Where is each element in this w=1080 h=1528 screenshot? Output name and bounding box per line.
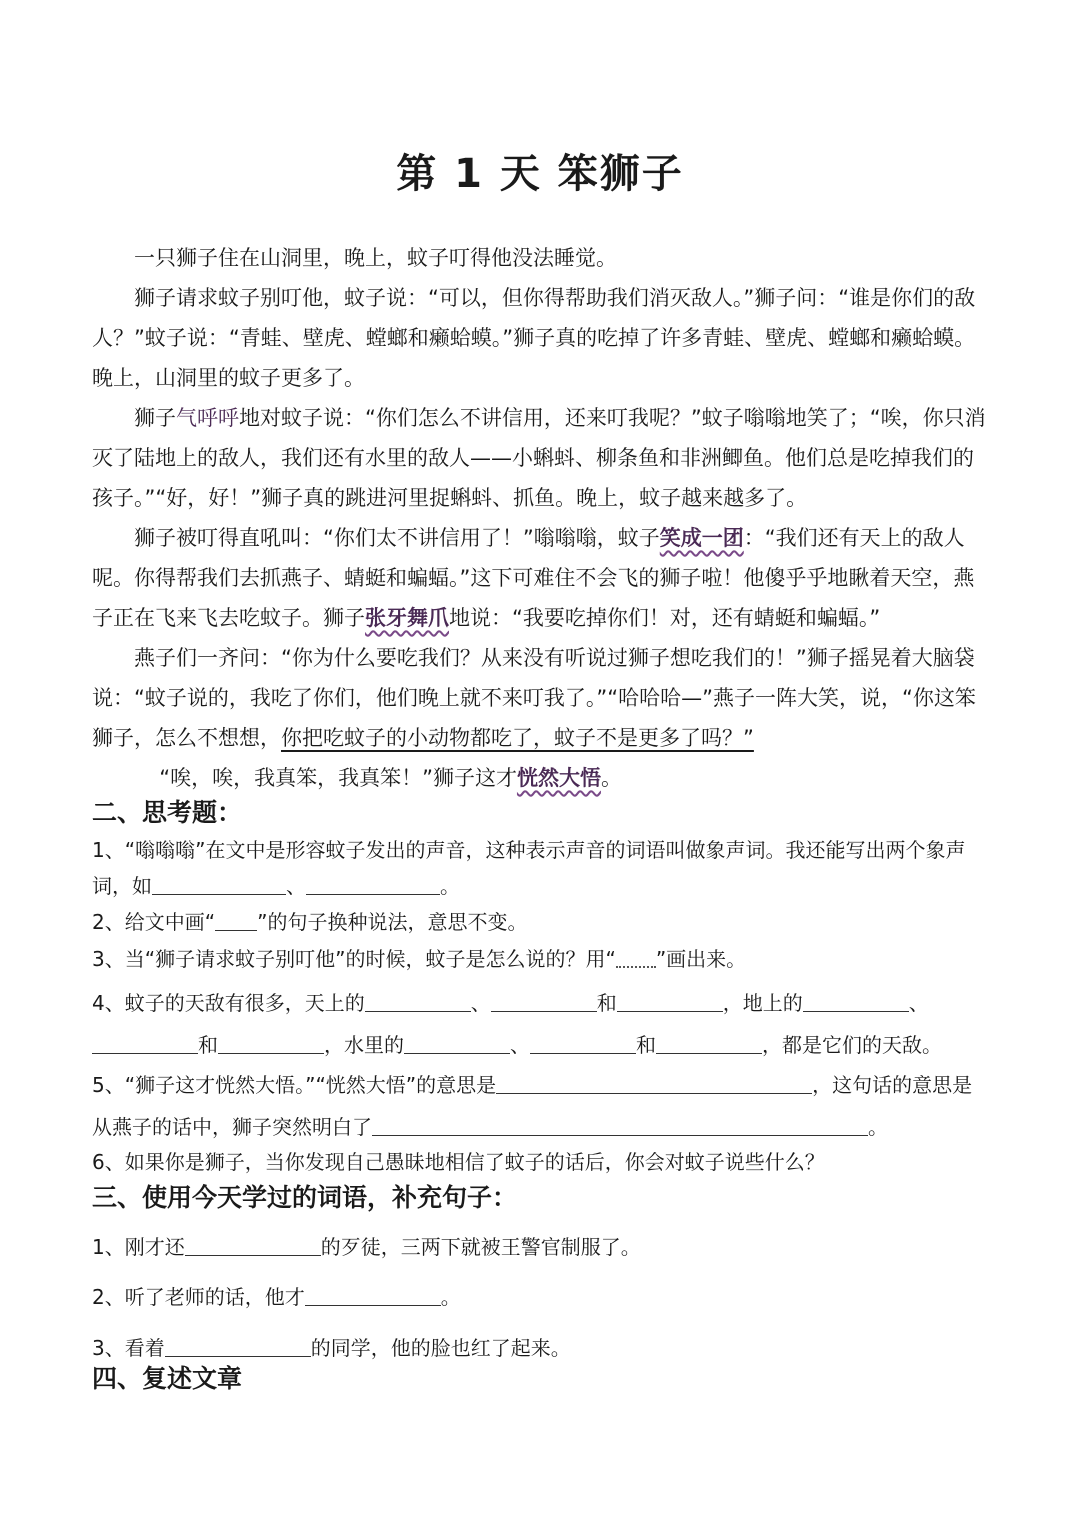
- story-paragraph-1: 一只狮子住在山洞里，晚上，蚊子叮得他没法睡觉。: [134, 246, 617, 270]
- question-text: 和: [596, 991, 617, 1015]
- question-text: 、: [908, 991, 929, 1015]
- text-run: 燕子们一齐问：“你为什么要吃我们？从来没有听说过狮子想吃我们的！”狮子摇晃着大脑袋说：“蚊子说的，我吃了你们，他们晚上就不来叮我了。”“哈哈哈—”燕子一阵大笑，说，“你这笨狮子，怎么不想想，: [92, 646, 976, 750]
- story-paragraph-5: [92, 638, 990, 758]
- text-run: ：“我们还有天上的敌人呢。你得帮我们去抓燕子、蜻蜓和蝙蝠。”这下可难住不会飞的狮子啦！他傻乎乎地瞅着天空，燕子正在飞来飞去吃蚊子。狮子: [92, 526, 975, 630]
- question-2: [92, 904, 992, 940]
- story-paragraph-2: 狮子请求蚊子别叮他，蚊子说：“可以，但你得帮助我们消灭敌人。”狮子问：“谁是你们的敌人？”蚊子说：“青蛙、壁虎、螳螂和癞蛤蟆。”狮子真的吃掉了许多青蛙、壁虎、螳螂和癞蛤蟆。晚上，山洞里的蚊子更多了。: [92, 286, 976, 390]
- answer-blank[interactable]: [530, 1033, 636, 1054]
- answer-blank[interactable]: [404, 1033, 510, 1054]
- question-text: 和: [636, 1033, 656, 1057]
- exercise-text: 。: [440, 1285, 461, 1309]
- story-text: [92, 238, 990, 798]
- answer-blank[interactable]: [218, 1033, 324, 1054]
- question-text: 5、“狮子这才恍然大悟。”“恍然大悟”的意思是: [92, 1073, 497, 1097]
- question-text: ”的句子换种说法，意思不变。: [257, 910, 528, 934]
- highlight-word-claws: 张牙舞爪: [365, 606, 449, 630]
- text-run: “唉，唉，我真笨，我真笨！”狮子这才: [159, 766, 517, 790]
- question-text: 、: [286, 874, 306, 898]
- question-text: ，这句话的意思是从燕子的话中，狮子突然明白了: [92, 1073, 973, 1139]
- answer-blank[interactable]: [656, 1033, 762, 1054]
- question-text: 。: [440, 874, 460, 898]
- question-text: 和: [198, 1033, 218, 1057]
- answer-blank[interactable]: [92, 1033, 198, 1054]
- question-text: 。: [868, 1115, 888, 1139]
- story-paragraph-4: [92, 518, 990, 638]
- highlight-word-angry: 气呼呼: [176, 406, 239, 430]
- answer-blank[interactable]: [165, 1336, 311, 1357]
- exercise-3: [92, 1333, 571, 1363]
- highlight-word-laugh: 笑成一团: [659, 526, 744, 550]
- question-text: 、: [510, 1033, 530, 1057]
- question-3: [92, 941, 992, 977]
- question-text: 3、当“狮子请求蚊子别叮他”的时候，蚊子是怎么说的？用“: [92, 947, 616, 971]
- section-heading-questions: 二、思考题：: [92, 798, 243, 827]
- text-run: 。: [600, 766, 622, 790]
- exercise-1: [92, 1232, 641, 1262]
- exercise-text: 3、看着: [92, 1336, 165, 1360]
- text-run: 地说：“我要吃掉你们！对，还有蜻蜓和蝙蝠。”: [449, 606, 881, 630]
- question-text: 、: [470, 991, 491, 1015]
- story-paragraph-3: [92, 398, 990, 518]
- answer-blank[interactable]: [185, 1235, 321, 1256]
- question-text: ，都是它们的天敌。: [762, 1033, 942, 1057]
- exercise-text: 的同学，他的脸也红了起来。: [310, 1336, 571, 1360]
- story-paragraph-6: [92, 758, 990, 798]
- underlined-sentence: 你把吃蚊子的小动物都吃了，蚊子不是更多了吗？”: [281, 726, 754, 750]
- underline-sample: [215, 910, 257, 931]
- question-6: 6、如果你是狮子，当你发现自己愚昧地相信了蚊子的话后，你会对蚊子说些什么？: [92, 1150, 825, 1174]
- question-text: ，地上的: [722, 991, 803, 1015]
- answer-blank[interactable]: [305, 1285, 441, 1306]
- answer-blank[interactable]: [617, 991, 723, 1012]
- exercise-text: 2、听了老师的话，他才: [92, 1285, 305, 1309]
- question-text: ，水里的: [324, 1033, 404, 1057]
- question-5: [92, 1064, 992, 1148]
- text-run: 狮子被叮得直吼叫：“你们太不讲信用了！”嗡嗡嗡，蚊子: [134, 526, 660, 550]
- page-title: 第 1 天 笨狮子: [396, 151, 684, 197]
- answer-blank[interactable]: [496, 1073, 812, 1094]
- answer-blank[interactable]: [365, 991, 471, 1012]
- text-run: 地对蚊子说：“你们怎么不讲信用，还来叮我呢？”蚊子嗡嗡地笑了；“唉，你只消灭了陆地上的敌人，我们还有水里的敌人——小蝌蚪、柳条鱼和非洲鲫鱼。他们总是吃掉我们的孩子。”“好，好！”狮子真的跳进河里捉蝌蚪、抓鱼。晚上，蚊子越来越多了。: [92, 406, 986, 510]
- question-1: [92, 832, 992, 904]
- question-text: 1、“嗡嗡嗡”在文中是形容蚊子发出的声音，这种表示声音的词语叫做象声词。我还能写出两个象声词，如: [92, 838, 966, 898]
- text-run: 狮子: [134, 406, 176, 430]
- section-heading-sentences: 三、使用今天学过的词语，补充句子：: [92, 1183, 518, 1212]
- question-text: 4、蚊子的天敌有很多，天上的: [92, 991, 365, 1015]
- section-heading-retell: 四、复述文章: [92, 1364, 243, 1393]
- answer-blank[interactable]: [803, 991, 909, 1012]
- exercise-text: 的歹徒，三两下就被王警官制服了。: [320, 1235, 641, 1259]
- answer-blank[interactable]: [152, 874, 286, 895]
- answer-blank[interactable]: [306, 874, 440, 895]
- question-text: ”画出来。: [655, 947, 747, 971]
- answer-blank[interactable]: [372, 1115, 868, 1136]
- exercise-2: [92, 1282, 461, 1312]
- wavy-line-sample: [616, 946, 656, 968]
- question-4: [92, 982, 992, 1066]
- exercise-text: 1、刚才还: [92, 1235, 185, 1259]
- question-text: 2、给文中画“: [92, 910, 216, 934]
- answer-blank[interactable]: [491, 991, 597, 1012]
- highlight-word-realize: 恍然大悟: [516, 766, 601, 790]
